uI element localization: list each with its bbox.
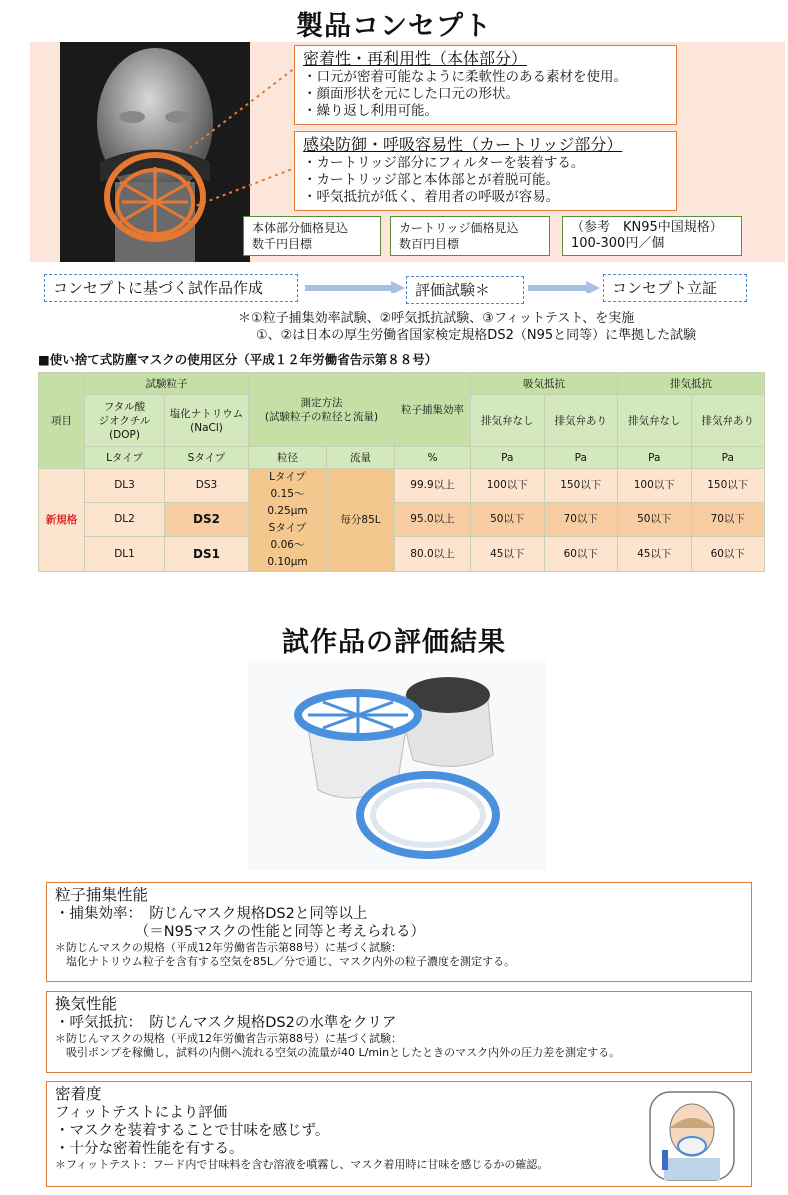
unit-pa: Pa <box>618 447 692 469</box>
mask-class-table <box>38 372 765 572</box>
concept-cartridge-line: ・カートリッジ部分にフィルターを装着する。 <box>303 155 585 171</box>
result-fit-note: ＊フィットテスト：フード内で甘味料を含む溶液を噴霧し、マスク着用時に甘味を感じるかの確認。 <box>55 1158 549 1171</box>
size-desc-line: 0.10μm <box>267 556 308 568</box>
th-method <box>249 373 395 447</box>
flow-step-proof: コンセプト立証 <box>603 274 747 302</box>
result-fit-line: フィットテストにより評価 <box>55 1105 228 1121</box>
cell-dl: DL3 <box>85 469 165 503</box>
concept-box-body <box>294 45 677 125</box>
result-box-filtration <box>46 882 752 982</box>
size-desc-line: 0.25μm <box>267 505 308 517</box>
cell-value: 45以下 <box>471 537 545 572</box>
flow-arrow-2 <box>528 281 600 293</box>
cell-eff: 80.0以上 <box>395 537 471 572</box>
th-inhale: 吸気抵抗 <box>471 373 618 395</box>
cell-value: 150以下 <box>691 469 765 503</box>
th-nacl <box>165 395 249 447</box>
concept-body-line: ・顔面形状を元にした口元の形状。 <box>303 86 519 102</box>
result-ventilation-note: 吸引ポンプを稼働し，試料の内側へ流れる空気の流量が40 L/minとしたときのマスク内外の圧力差を測定する。 <box>55 1046 621 1059</box>
th-method-line: 測定方法 <box>300 396 343 409</box>
concept-body-heading: 密着性・再利用性（本体部分） <box>303 49 528 68</box>
result-ventilation-heading: 換気性能 <box>55 995 118 1013</box>
unit-s: Sタイプ <box>165 447 249 469</box>
cell-value: 45以下 <box>618 537 692 572</box>
price-cartridge-value: 数百円目標 <box>399 237 460 251</box>
cell-dl: DL2 <box>85 502 165 537</box>
price-body-value: 数千円目標 <box>252 237 313 251</box>
price-box-cartridge <box>390 216 550 256</box>
cell-value: 150以下 <box>544 469 618 503</box>
result-filtration-line: （＝N95マスクの性能と同等と考えられる） <box>55 924 426 940</box>
price-reference-value: 100-300円／個 <box>571 236 665 251</box>
cell-flow: 毎分85L <box>327 469 395 572</box>
cell-value: 100以下 <box>618 469 692 503</box>
price-cartridge-label: カートリッジ価格見込 <box>399 221 519 235</box>
result-fit-line: ・十分な密着性能を有する。 <box>55 1141 244 1157</box>
cell-eff: 99.9以上 <box>395 469 471 503</box>
cell-size-desc <box>249 469 327 572</box>
price-body-label: 本体部分価格見込 <box>252 221 349 235</box>
page-title-results: 試作品の評価結果 <box>282 627 506 658</box>
concept-body-line: ・口元が密着可能なように柔軟性のある素材を使用。 <box>303 69 627 85</box>
unit-pa: Pa <box>691 447 765 469</box>
th-dop-line: ジオクチル <box>98 414 151 427</box>
table-title: ■使い捨て式防塵マスクの使用区分（平成１２年労働省告示第８８号） <box>38 352 438 367</box>
result-fit-heading: 密着度 <box>55 1085 102 1103</box>
result-filtration-note: 塩化ナトリウム粒子を含有する空気を85L／分で通じ、マスク内外の粒子濃度を測定する。 <box>55 955 516 968</box>
th-dop-line: (DOP) <box>109 428 140 441</box>
leader-lines <box>150 60 300 220</box>
result-filtration-note: ＊防じんマスクの規格（平成12年労働省告示第88号）に基づく試験： <box>55 941 402 954</box>
result-fit-line: ・マスクを装着することで甘味を感じず。 <box>55 1123 330 1139</box>
price-box-body <box>243 216 381 256</box>
price-box-reference <box>562 216 742 256</box>
cell-value: 60以下 <box>544 537 618 572</box>
unit-l: Lタイプ <box>85 447 165 469</box>
result-filtration-heading: 粒子捕集性能 <box>55 886 149 904</box>
unit-size: 粒径 <box>249 447 327 469</box>
prototype-mask-image <box>248 660 546 870</box>
result-ventilation-line: ・呼気抵抗： 防じんマスク規格DS2の水準をクリア <box>55 1015 397 1031</box>
th-nacl-line: 塩化ナトリウム <box>169 407 244 420</box>
cell-ds: DS3 <box>165 469 249 503</box>
th-particle: 試験粒子 <box>85 373 249 395</box>
cell-eff: 95.0以上 <box>395 502 471 537</box>
concept-cartridge-heading: 感染防御・呼吸容易性（カートリッジ部分） <box>303 135 623 154</box>
concept-body-line: ・繰り返し利用可能。 <box>303 103 438 119</box>
size-desc-line: 0.06～ <box>270 539 305 551</box>
cell-ds: DS2 <box>165 502 249 537</box>
th-eff: 粒子捕集効率 <box>395 373 471 447</box>
unit-pa: Pa <box>544 447 618 469</box>
th-exhale-valve: 排気弁あり <box>691 395 765 447</box>
th-dop <box>85 395 165 447</box>
th-exhale-no-valve: 排気弁なし <box>618 395 692 447</box>
th-inhale-valve: 排気弁あり <box>544 395 618 447</box>
flow-step-evaluation: 評価試験＊ <box>406 276 524 304</box>
th-item: 項目 <box>39 373 85 469</box>
size-desc-line: 0.15～ <box>270 488 305 500</box>
unit-pct: % <box>395 447 471 469</box>
cell-value: 50以下 <box>471 502 545 537</box>
result-box-ventilation <box>46 991 752 1073</box>
flow-arrow-1 <box>305 281 405 293</box>
th-dop-line: フタル酸 <box>103 400 146 413</box>
fit-test-hood-image <box>640 1088 744 1184</box>
size-desc-line: Sタイプ <box>268 522 307 534</box>
cell-value: 50以下 <box>618 502 692 537</box>
flow-note-2: ①、②は日本の厚生労働省国家検定規格DS2（N95と同等）に準拠した試験 <box>256 328 697 343</box>
cell-ds: DS1 <box>165 537 249 572</box>
cell-value: 70以下 <box>691 502 765 537</box>
result-filtration-line: ・捕集効率： 防じんマスク規格DS2と同等以上 <box>55 906 368 922</box>
price-reference-label: （参考 KN95中国規格） <box>571 220 723 235</box>
unit-flow: 流量 <box>327 447 395 469</box>
concept-cartridge-line: ・カートリッジ部と本体部とが着脱可能。 <box>303 172 559 188</box>
new-standard-label: 新規格 <box>39 469 85 572</box>
concept-cartridge-line: ・呼気抵抗が低く、着用者の呼吸が容易。 <box>303 189 560 205</box>
cell-value: 60以下 <box>691 537 765 572</box>
size-desc-line: Lタイプ <box>269 471 306 483</box>
cell-value: 100以下 <box>471 469 545 503</box>
flow-step-prototype: コンセプトに基づく試作品作成 <box>44 274 298 302</box>
flow-note-1: ＊①粒子捕集効率試験、②呼気抵抗試験、③フィットテスト、を実施 <box>238 311 635 326</box>
th-method-line: (試験粒子の粒径と流量) <box>264 410 379 423</box>
th-exhale: 排気抵抗 <box>618 373 765 395</box>
cell-value: 70以下 <box>544 502 618 537</box>
concept-box-cartridge <box>294 131 677 211</box>
cell-dl: DL1 <box>85 537 165 572</box>
th-inhale-no-valve: 排気弁なし <box>471 395 545 447</box>
th-nacl-line: (NaCl) <box>190 421 223 434</box>
page-title-concept: 製品コンセプト <box>296 11 492 42</box>
result-ventilation-note: ＊防じんマスクの規格（平成12年労働省告示第88号）に基づく試験： <box>55 1032 402 1045</box>
unit-pa: Pa <box>471 447 545 469</box>
